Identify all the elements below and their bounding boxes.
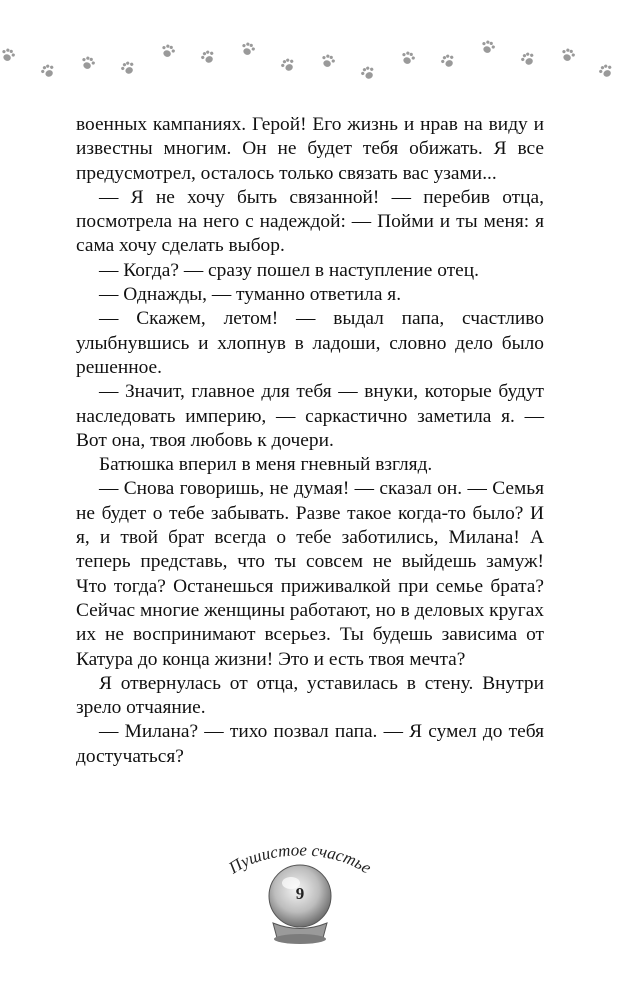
paw-print-icon <box>196 45 220 69</box>
body-text <box>76 113 544 769</box>
paragraph: — Значит, главное для тебя — внуки, которые будут наследовать империю, — саркастично заметила я. — Вот она, твоя любовь к дочери. <box>76 381 544 451</box>
paw-print-icon <box>516 47 540 71</box>
paragraph: — Я не хочу быть связанной! — перебив отца, посмотрела на него с надеждой: — Пойми и ты меня: я сама хочу сделать выбор. <box>76 186 544 257</box>
paragraph: — Снова говоришь, не думая! — сказал он. — Семья не будет о тебе забывать. Разве такое когда-то было? И я, и твой брат всегда о тебе заботились, Милана! А теперь представь, что ты совсем не выйдешь замуж! Что тогда? Останешься приживалкой при семье брата? Сейчас многие женщины работают, но в деловых кругах их не воспринимают всерьез. Ты будешь зависима от Катура до конца жизни! Это и есть твоя мечта? <box>76 478 544 670</box>
paw-print-icon <box>0 43 20 66</box>
paw-print-border <box>0 40 619 90</box>
book-title: Пушистое счастье <box>225 840 375 878</box>
paw-print-icon <box>594 59 618 83</box>
paw-print-icon <box>236 37 259 60</box>
paragraph: военных кампаниях. Герой! Его жизнь и нрав на виду и известны многим. Он не будет тебя обижать. Я все предусмотрел, осталось только связать вас узами... <box>76 114 544 184</box>
paragraph: — Когда? — сразу пошел в наступление отец. <box>99 259 480 281</box>
paw-print-icon <box>156 39 179 62</box>
paragraph: — Скажем, летом! — выдал папа, счастливо улыбнувшись и хлопнув в ладоши, словно дело было решенное. <box>76 308 544 378</box>
paw-print-icon <box>276 53 300 77</box>
paw-print-icon <box>316 49 339 72</box>
paw-print-icon <box>36 59 60 83</box>
page-number: 9 <box>295 884 305 903</box>
page-footer <box>205 838 395 948</box>
paragraph: Я отвернулась от отца, уставилась в стену. Внутри зрело отчаяние. <box>76 672 544 719</box>
paw-print-icon <box>356 61 380 85</box>
paragraph: — Однажды, — туманно ответила я. <box>99 284 402 306</box>
paw-print-icon <box>76 51 99 74</box>
paw-print-icon <box>436 49 460 73</box>
paragraph: — Милана? — тихо позвал папа. — Я сумел до тебя достучаться? <box>76 721 544 767</box>
paw-print-icon <box>116 56 140 80</box>
paragraph: Батюшка вперил в меня гневный взгляд. <box>99 454 433 476</box>
paw-print-icon <box>476 35 499 58</box>
paw-print-icon <box>396 46 419 69</box>
paw-print-icon <box>556 43 579 66</box>
